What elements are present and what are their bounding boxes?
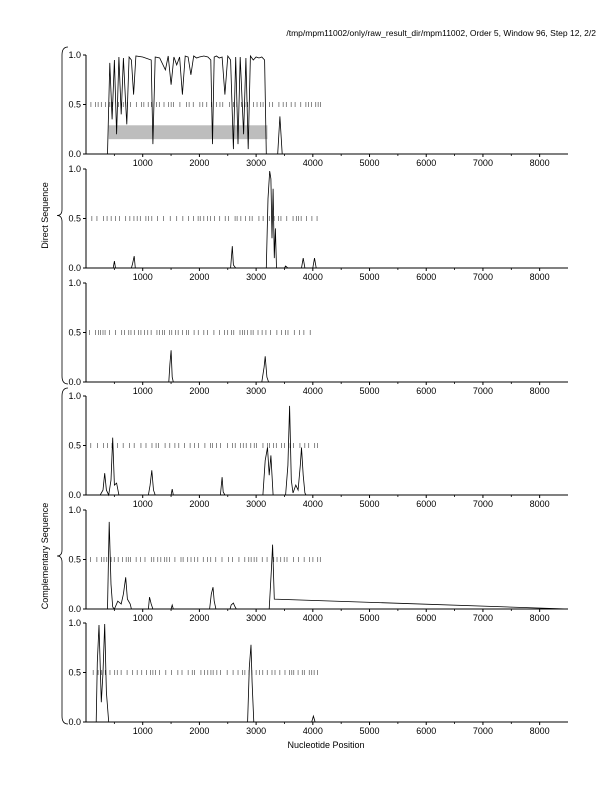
- x-tick-label: 3000: [246, 272, 267, 282]
- series-line: [86, 624, 568, 722]
- series-line: [86, 56, 568, 154]
- x-tick-label: 1000: [132, 499, 153, 509]
- y-tick-label: 0.5: [68, 99, 81, 110]
- group-brackets: [40, 47, 68, 724]
- x-tick-label: 6000: [416, 272, 437, 282]
- x-tick-label: 1000: [132, 386, 153, 396]
- y-tick-label: 0.5: [68, 213, 81, 224]
- x-tick-label: 6000: [416, 386, 437, 396]
- group-label: Complementary Sequence: [40, 502, 50, 610]
- x-tick-label: 1000: [132, 272, 153, 282]
- x-tick-label: 2000: [189, 613, 210, 623]
- x-tick-label: 4000: [302, 158, 323, 168]
- y-tick-label: 0.0: [68, 717, 81, 727]
- x-tick-label: 7000: [472, 726, 493, 736]
- panel-4: [68, 391, 568, 509]
- x-tick-label: 8000: [529, 726, 550, 736]
- x-tick-label: 7000: [472, 386, 493, 396]
- x-tick-label: 5000: [359, 499, 380, 509]
- x-tick-label: 5000: [359, 272, 380, 282]
- y-tick-label: 1.0: [68, 278, 81, 288]
- x-tick-label: 6000: [416, 613, 437, 623]
- x-tick-label: 4000: [302, 386, 323, 396]
- x-tick-label: 2000: [189, 726, 210, 736]
- series-line: [86, 406, 568, 495]
- x-tick-label: 3000: [246, 386, 267, 396]
- panel-1: [68, 50, 568, 168]
- x-tick-label: 5000: [359, 386, 380, 396]
- x-tick-label: 4000: [302, 499, 323, 509]
- x-tick-label: 6000: [416, 158, 437, 168]
- y-tick-label: 1.0: [68, 505, 81, 515]
- y-tick-label: 0.5: [68, 554, 81, 565]
- x-tick-label: 8000: [529, 158, 550, 168]
- x-tick-label: 8000: [529, 386, 550, 396]
- panel-2: [68, 164, 568, 282]
- x-tick-label: 4000: [302, 726, 323, 736]
- x-tick-label: 1000: [132, 158, 153, 168]
- y-tick-label: 1.0: [68, 391, 81, 401]
- panel-6: [68, 618, 568, 736]
- x-tick-label: 2000: [189, 272, 210, 282]
- y-tick-label: 1.0: [68, 164, 81, 174]
- x-tick-label: 8000: [529, 272, 550, 282]
- x-tick-label: 3000: [246, 613, 267, 623]
- series-line: [86, 350, 568, 382]
- x-tick-label: 4000: [302, 272, 323, 282]
- x-tick-label: 1000: [132, 613, 153, 623]
- x-tick-label: 8000: [529, 613, 550, 623]
- panel-stack: [40, 47, 568, 736]
- y-tick-label: 0.5: [68, 440, 81, 451]
- series-line: [86, 522, 568, 609]
- x-tick-label: 5000: [359, 613, 380, 623]
- y-tick-label: 0.5: [68, 327, 81, 338]
- x-tick-label: 4000: [302, 613, 323, 623]
- group-brace: [57, 388, 68, 724]
- group-brace: [57, 47, 68, 384]
- y-tick-label: 0.0: [68, 149, 81, 159]
- x-tick-label: 1000: [132, 726, 153, 736]
- panel-3: [68, 278, 568, 396]
- y-tick-label: 0.0: [68, 490, 81, 500]
- series-line: [86, 171, 568, 268]
- x-axis-label: Nucleotide Position: [287, 740, 365, 750]
- x-tick-label: 8000: [529, 499, 550, 509]
- x-tick-label: 6000: [416, 499, 437, 509]
- y-tick-label: 0.0: [68, 263, 81, 273]
- x-tick-label: 6000: [416, 726, 437, 736]
- y-tick-label: 0.5: [68, 667, 81, 678]
- y-tick-label: 1.0: [68, 618, 81, 628]
- group-label: Direct Sequence: [40, 182, 50, 249]
- y-tick-label: 0.0: [68, 604, 81, 614]
- x-tick-label: 2000: [189, 158, 210, 168]
- x-tick-label: 5000: [359, 158, 380, 168]
- x-tick-label: 3000: [246, 158, 267, 168]
- x-tick-label: 5000: [359, 726, 380, 736]
- panel-5: [68, 505, 568, 623]
- y-tick-label: 1.0: [68, 50, 81, 60]
- x-tick-label: 2000: [189, 499, 210, 509]
- x-tick-label: 3000: [246, 499, 267, 509]
- x-tick-label: 7000: [472, 272, 493, 282]
- x-tick-label: 7000: [472, 499, 493, 509]
- x-tick-label: 7000: [472, 613, 493, 623]
- x-tick-label: 7000: [472, 158, 493, 168]
- figure-header: /tmp/mpm11002/only/raw_result_dir/mpm11002, Order 5, Window 96, Step 12, 2/2: [286, 28, 596, 38]
- y-tick-label: 0.0: [68, 377, 81, 387]
- x-tick-label: 3000: [246, 726, 267, 736]
- x-tick-label: 2000: [189, 386, 210, 396]
